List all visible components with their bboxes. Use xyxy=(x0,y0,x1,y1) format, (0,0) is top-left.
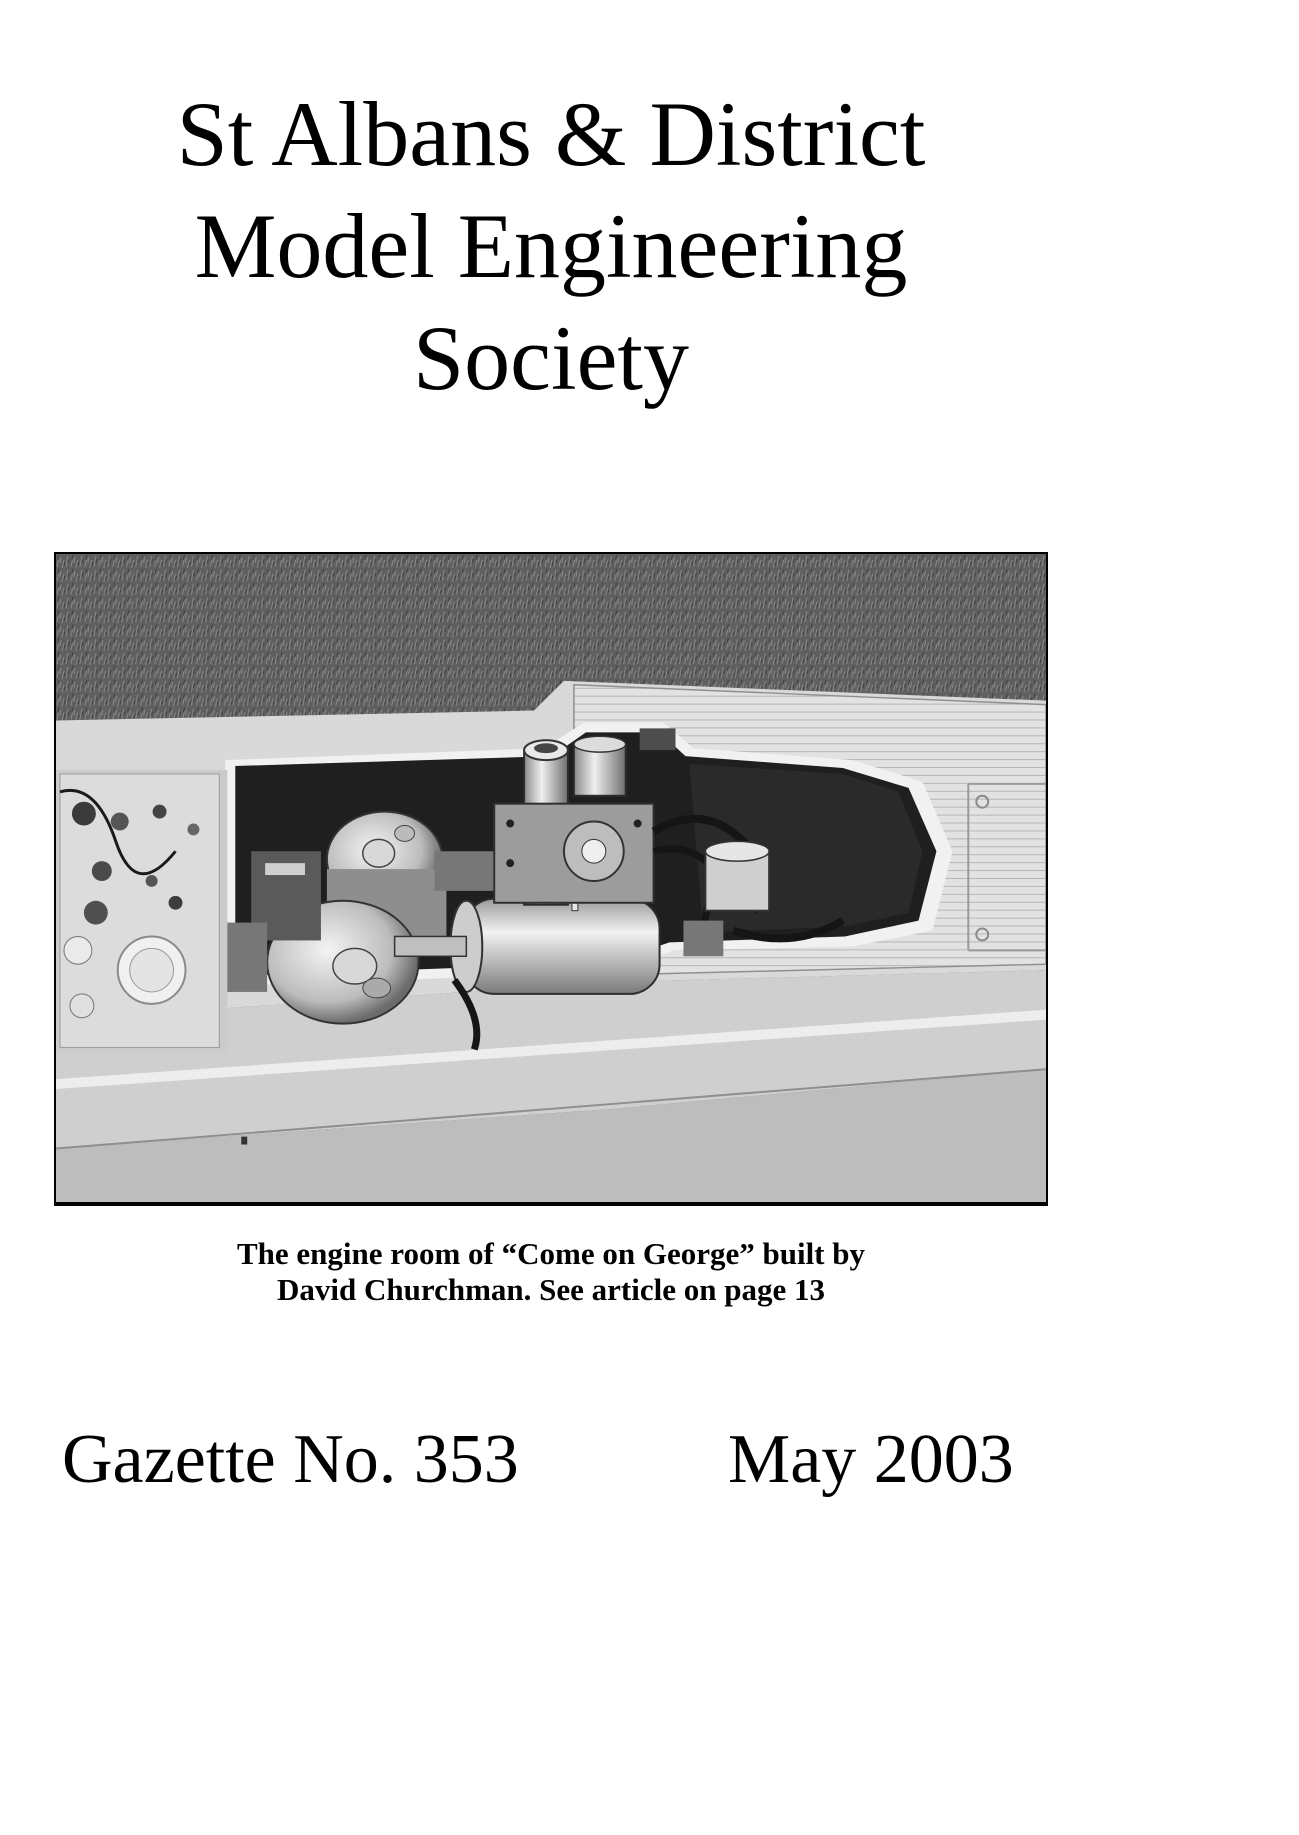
gazette-number: Gazette No. 353 xyxy=(62,1421,519,1498)
society-title xyxy=(0,78,1102,414)
issue-date: May 2003 xyxy=(728,1421,1014,1498)
photo-caption xyxy=(0,1236,1102,1308)
title-line-1: St Albans & District xyxy=(176,83,926,185)
caption-line-2: David Churchman. See article on page 13 xyxy=(277,1272,825,1307)
cover-photo xyxy=(54,552,1048,1206)
caption-line-1: The engine room of “Come on George” built by xyxy=(236,1236,865,1271)
title-line-3: Society xyxy=(413,307,689,409)
boat-engine-room-photo xyxy=(56,554,1046,1202)
title-line-2: Model Engineering xyxy=(194,195,908,297)
